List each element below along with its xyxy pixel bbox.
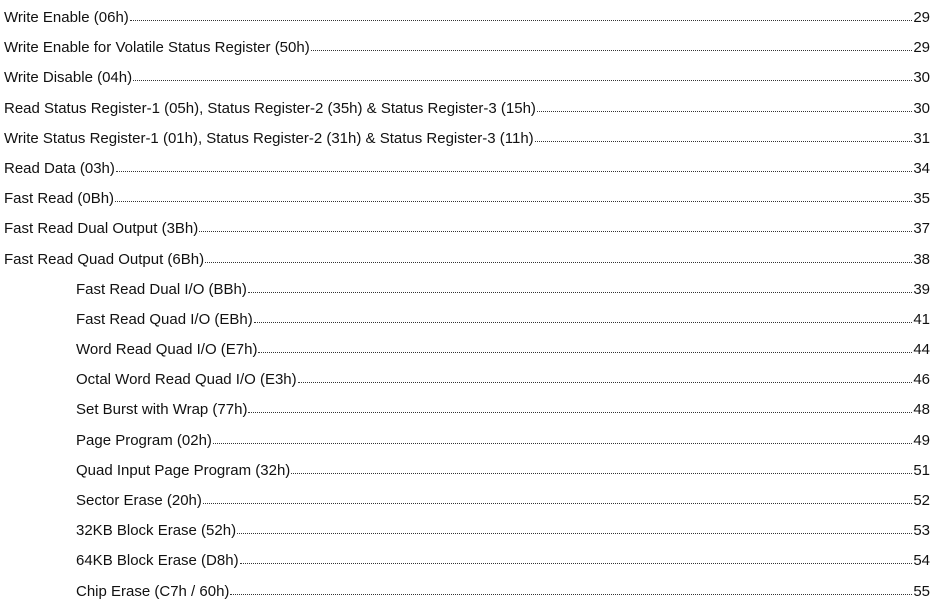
toc-entry-page-number: 51 (913, 461, 930, 479)
toc-entry-title: Set Burst with Wrap (77h) (76, 401, 248, 419)
toc-entry-title: Page Program (02h) (76, 431, 212, 449)
toc-entry[interactable] (0, 577, 938, 607)
toc-entry-title: Read Data (03h) (4, 159, 115, 177)
toc-dot-leader (248, 279, 912, 294)
toc-entry[interactable] (0, 546, 938, 576)
toc-entry-title: 32KB Block Erase (52h) (76, 522, 237, 540)
toc-entry[interactable] (0, 365, 938, 395)
toc-entry-title: Quad Input Page Program (32h) (76, 461, 291, 479)
toc-dot-leader (535, 128, 913, 143)
toc-entry[interactable] (0, 305, 938, 335)
toc-entry-page-number: 29 (913, 39, 930, 57)
toc-entry-title: Fast Read (0Bh) (4, 190, 115, 208)
toc-entry[interactable] (0, 486, 938, 516)
toc-entry[interactable] (0, 214, 938, 244)
toc-entry-page-number: 31 (913, 129, 930, 147)
toc-entry-page-number: 38 (913, 250, 930, 268)
toc-dot-leader (130, 7, 913, 22)
toc-entry[interactable] (0, 426, 938, 456)
toc-entry-page-number: 29 (913, 9, 930, 26)
toc-dot-leader (240, 550, 913, 565)
toc-entry-page-number: 30 (913, 99, 930, 117)
toc-entry-title: Sector Erase (20h) (76, 492, 202, 509)
toc-entry[interactable] (0, 245, 938, 275)
toc-entry[interactable] (0, 395, 938, 425)
table-of-contents (0, 3, 938, 607)
toc-entry[interactable] (0, 275, 938, 305)
toc-entry-title: Fast Read Quad I/O (EBh) (76, 310, 253, 328)
toc-entry-title: Read Status Register-1 (05h), Status Register-2 (35h) & Status Register-3 (15h) (4, 99, 536, 117)
toc-entry-page-number: 30 (913, 69, 930, 87)
toc-entry[interactable] (0, 154, 938, 184)
toc-entry-page-number: 53 (913, 522, 930, 540)
toc-dot-leader (230, 581, 912, 596)
toc-entry-title: Write Enable for Volatile Status Register (50h) (4, 39, 310, 57)
toc-entry-page-number: 49 (913, 431, 930, 449)
toc-dot-leader (213, 430, 912, 445)
toc-dot-leader (237, 520, 912, 535)
toc-entry-title: Fast Read Dual I/O (BBh) (76, 280, 247, 298)
toc-entry-page-number: 55 (913, 582, 930, 600)
toc-dot-leader (203, 490, 912, 505)
toc-entry-page-number: 37 (913, 220, 930, 238)
toc-dot-leader (537, 98, 912, 113)
toc-dot-leader (254, 309, 913, 324)
toc-entry-page-number: 54 (913, 552, 930, 570)
toc-entry-page-number: 48 (913, 401, 930, 419)
toc-entry[interactable] (0, 3, 938, 33)
toc-entry-title: Octal Word Read Quad I/O (E3h) (76, 371, 297, 389)
toc-dot-leader (115, 188, 912, 203)
toc-dot-leader (205, 249, 912, 264)
toc-entry-page-number: 41 (913, 310, 930, 328)
toc-entry[interactable] (0, 335, 938, 365)
toc-entry[interactable] (0, 184, 938, 214)
toc-entry[interactable] (0, 516, 938, 546)
toc-entry-page-number: 44 (913, 341, 930, 359)
toc-dot-leader (199, 218, 912, 233)
toc-entry[interactable] (0, 456, 938, 486)
toc-entry[interactable] (0, 63, 938, 93)
toc-dot-leader (133, 67, 912, 82)
toc-entry-page-number: 52 (913, 492, 930, 509)
toc-entry-title: Write Status Register-1 (01h), Status Register-2 (31h) & Status Register-3 (11h) (4, 129, 534, 147)
toc-entry[interactable] (0, 94, 938, 124)
toc-entry-page-number: 34 (913, 159, 930, 177)
toc-entry-page-number: 35 (913, 190, 930, 208)
toc-dot-leader (291, 460, 912, 475)
toc-entry-page-number: 46 (913, 371, 930, 389)
toc-dot-leader (248, 399, 912, 414)
toc-entry-title: Word Read Quad I/O (E7h) (76, 341, 258, 359)
toc-entry-page-number: 39 (913, 280, 930, 298)
toc-dot-leader (311, 37, 913, 52)
toc-entry-title: Fast Read Quad Output (6Bh) (4, 250, 205, 268)
toc-dot-leader (258, 339, 912, 354)
toc-entry-title: 64KB Block Erase (D8h) (76, 552, 239, 570)
toc-entry-title: Write Disable (04h) (4, 69, 133, 87)
toc-entry-title: Write Enable (06h) (4, 9, 129, 26)
toc-dot-leader (116, 158, 912, 173)
toc-entry-title: Fast Read Dual Output (3Bh) (4, 220, 199, 238)
toc-entry[interactable] (0, 33, 938, 63)
toc-entry-title: Chip Erase (C7h / 60h) (76, 582, 230, 600)
toc-dot-leader (298, 369, 913, 384)
toc-entry[interactable] (0, 124, 938, 154)
